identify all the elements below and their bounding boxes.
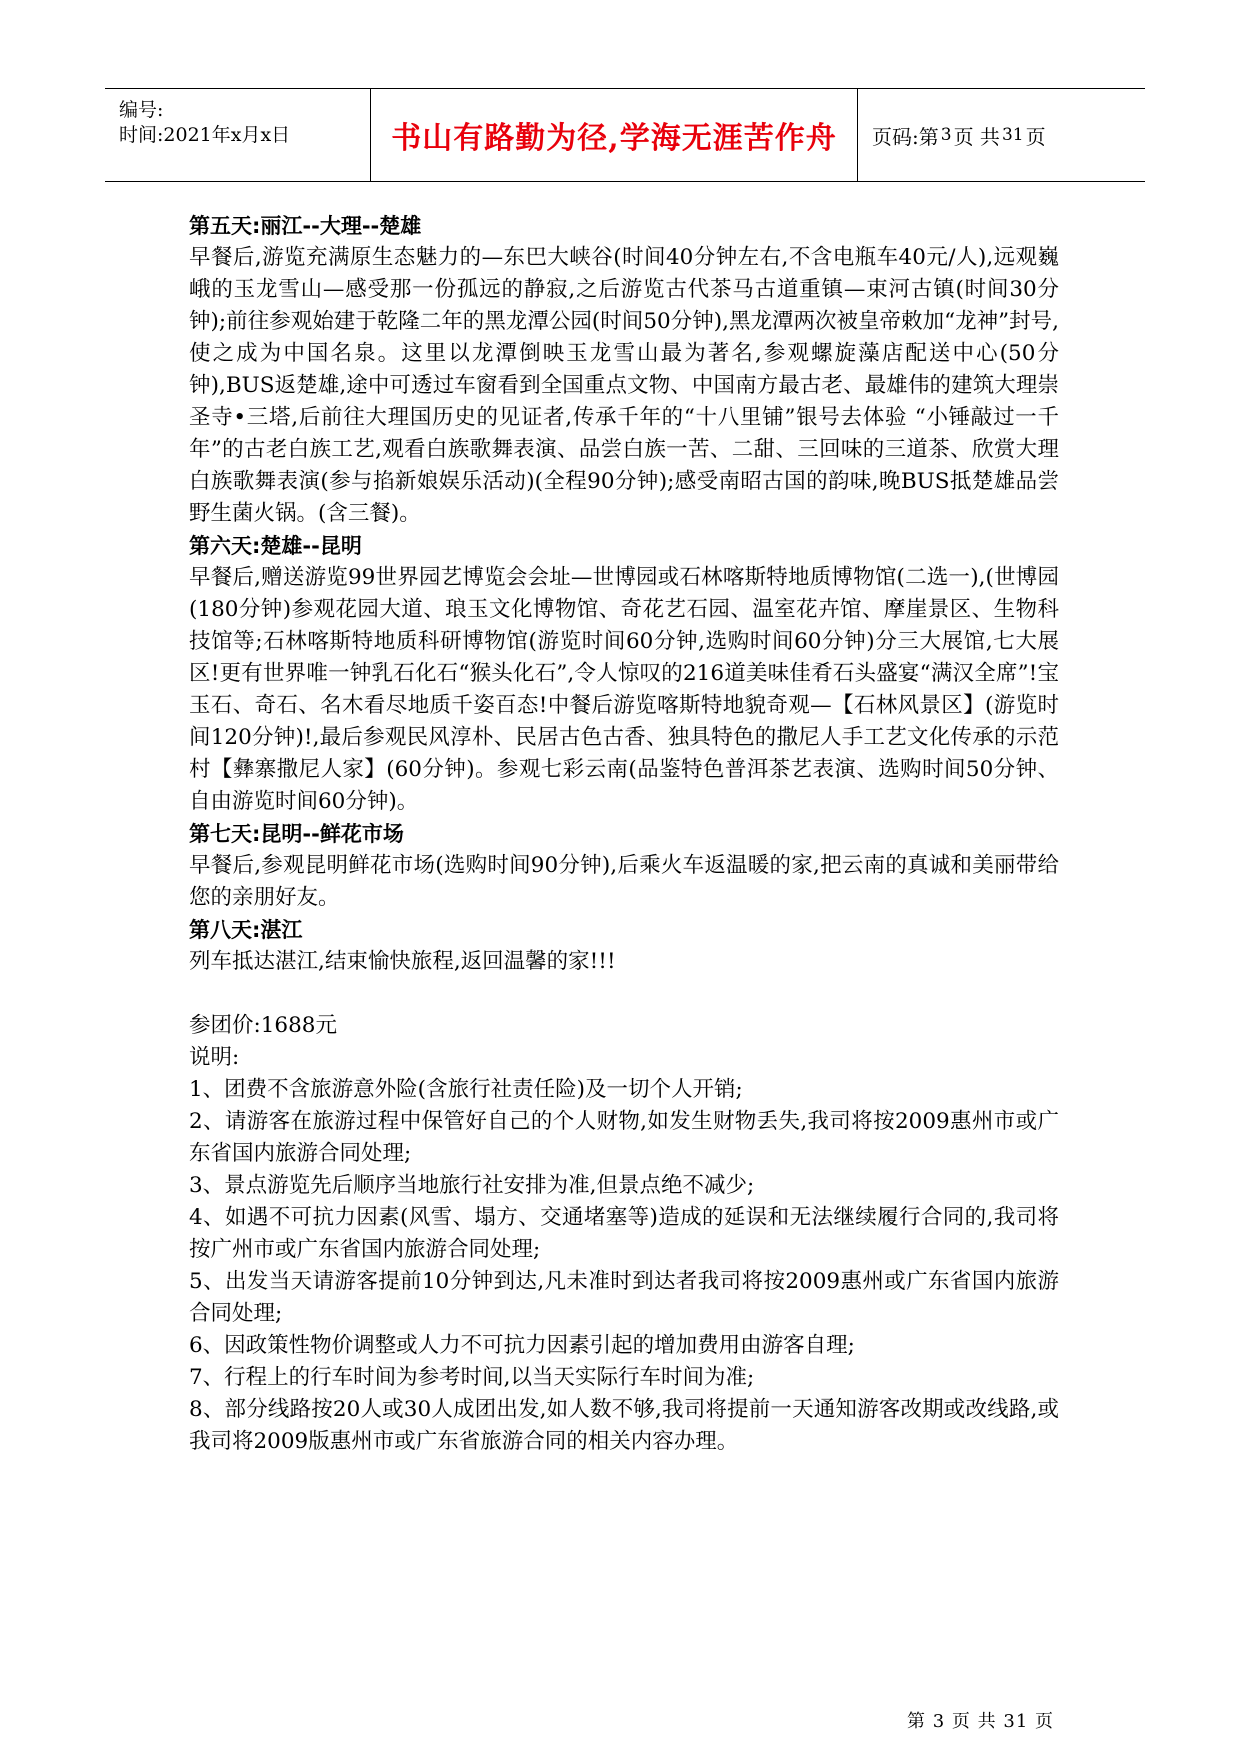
tour-price: 参团价:1688元 [189,1013,337,1038]
note-item: 1、团费不含旅游意外险(含旅行社责任险)及一切个人开销; [189,1077,743,1102]
page-current: 3 [940,125,952,145]
note-item: 4、如遇不可抗力因素(风雪、塌方、交通堵塞等)造成的延误和无法继续履行合同的,我司将按广州市或广东省国内旅游合同处理; [189,1205,1059,1262]
itinerary-day-6 [189,530,1059,818]
day-description: 早餐后,参观昆明鲜花市场(选购时间90分钟),后乘火车返温暖的家,把云南的真诚和美丽带给您的亲朋好友。 [189,853,1059,910]
note-item: 6、因政策性物价调整或人力不可抗力因素引起的增加费用由游客自理; [189,1333,855,1358]
page-total: 31 [1001,125,1024,145]
note-item: 5、出发当天请游客提前10分钟到达,凡未准时到达者我司将按2009惠州或广东省国内旅游合同处理; [189,1269,1059,1326]
document-number-label: 编号: [119,99,164,121]
itinerary-day-5 [189,210,1059,530]
header-meta [105,89,370,181]
note-item: 2、请游客在旅游过程中保管好自己的个人财物,如发生财物丢失,我司将按2009惠州市或广东省国内旅游合同处理; [189,1109,1059,1166]
page-suffix: 页 [1025,124,1046,149]
note-item: 7、行程上的行车时间为参考时间,以当天实际行车时间为准; [189,1365,755,1390]
spacer [189,978,1059,1010]
day-description: 列车抵达湛江,结束愉快旅程,返回温馨的家!!! [189,949,616,974]
day-title: 第五天:丽江--大理--楚雄 [189,214,422,238]
itinerary-day-7 [189,818,1059,914]
document-body [189,210,1059,1458]
day-description: 早餐后,赠送游览99世界园艺博览会会址—世博园或石林喀斯特地质博物馆(二选一),(世博园(180分钟)参观花园大道、琅玉文化博物馆、奇花艺石园、温室花卉馆、摩崖景区、生物科技馆等;石林喀斯特地质科研博物馆(游览时间60分钟,选购时间60分钟)分三大展馆,七大展区!更有世界唯一钟乳石化石“猴头化石”,令人惊叹的216道美味佳肴石头盛宴“满汉全席”!宝玉石、奇石、名木看尽地质千姿百态!中餐后游览喀斯特地貌奇观—【石林风景区】(游览时间120分钟)!,最后参观民风淳朴、民居古色古香、独具特色的撒尼人手工艺文化传承的示范村【彝寨撒尼人家】(60分钟)。参观七彩云南(品鉴特色普洱茶艺表演、选购时间50分钟、自由游览时间60分钟)。 [189,565,1059,814]
page-header [105,88,1145,182]
notes-title: 说明: [189,1045,240,1070]
page-prefix: 页码:第 [872,124,939,149]
page-footer: 第 3 页 共 31 页 [907,1711,1054,1732]
day-title: 第六天:楚雄--昆明 [189,534,362,558]
day-title: 第七天:昆明--鲜花市场 [189,822,404,846]
note-item: 3、景点游览先后顺序当地旅行社安排为准,但景点绝不减少; [189,1173,755,1198]
day-title: 第八天:湛江 [189,918,303,942]
header-page-info [858,89,1145,181]
page-mid: 页 共 [953,124,1000,149]
document-time: 时间:2021年x月x日 [119,124,291,146]
itinerary-day-8 [189,914,1059,978]
day-description: 早餐后,游览充满原生态魅力的—东巴大峡谷(时间40分钟左右,不含电瓶车40元/人),远观巍峨的玉龙雪山—感受那一份孤远的静寂,之后游览古代茶马古道重镇—束河古镇(时间30分钟);前往参观始建于乾隆二年的黑龙潭公园(时间50分钟),黑龙潭两次被皇帝敕加“龙神”封号,使之成为中国名泉。这里以龙潭倒映玉龙雪山最为著名,参观螺旋藻店配送中心(50分钟),BUS返楚雄,途中可透过车窗看到全国重点文物、中国南方最古老、最雄伟的建筑大理崇圣寺•三塔,后前往大理国历史的见证者,传承千年的“十八里铺”银号去体验 “小锤敲过一千年”的古老白族工艺,观看白族歌舞表演、品尝白族一苦、二甜、三回味的三道茶、欣赏大理白族歌舞表演(参与掐新娘娱乐活动)(全程90分钟);感受南昭古国的韵味,晚BUS抵楚雄品尝野生菌火锅。(含三餐)。 [189,245,1059,526]
note-item: 8、部分线路按20人或30人成团出发,如人数不够,我司将提前一天通知游客改期或改线路,或我司将2009版惠州市或广东省旅游合同的相关内容办理。 [189,1397,1059,1454]
header-slogan: 书山有路勤为径,学海无涯苦作舟 [370,89,858,181]
